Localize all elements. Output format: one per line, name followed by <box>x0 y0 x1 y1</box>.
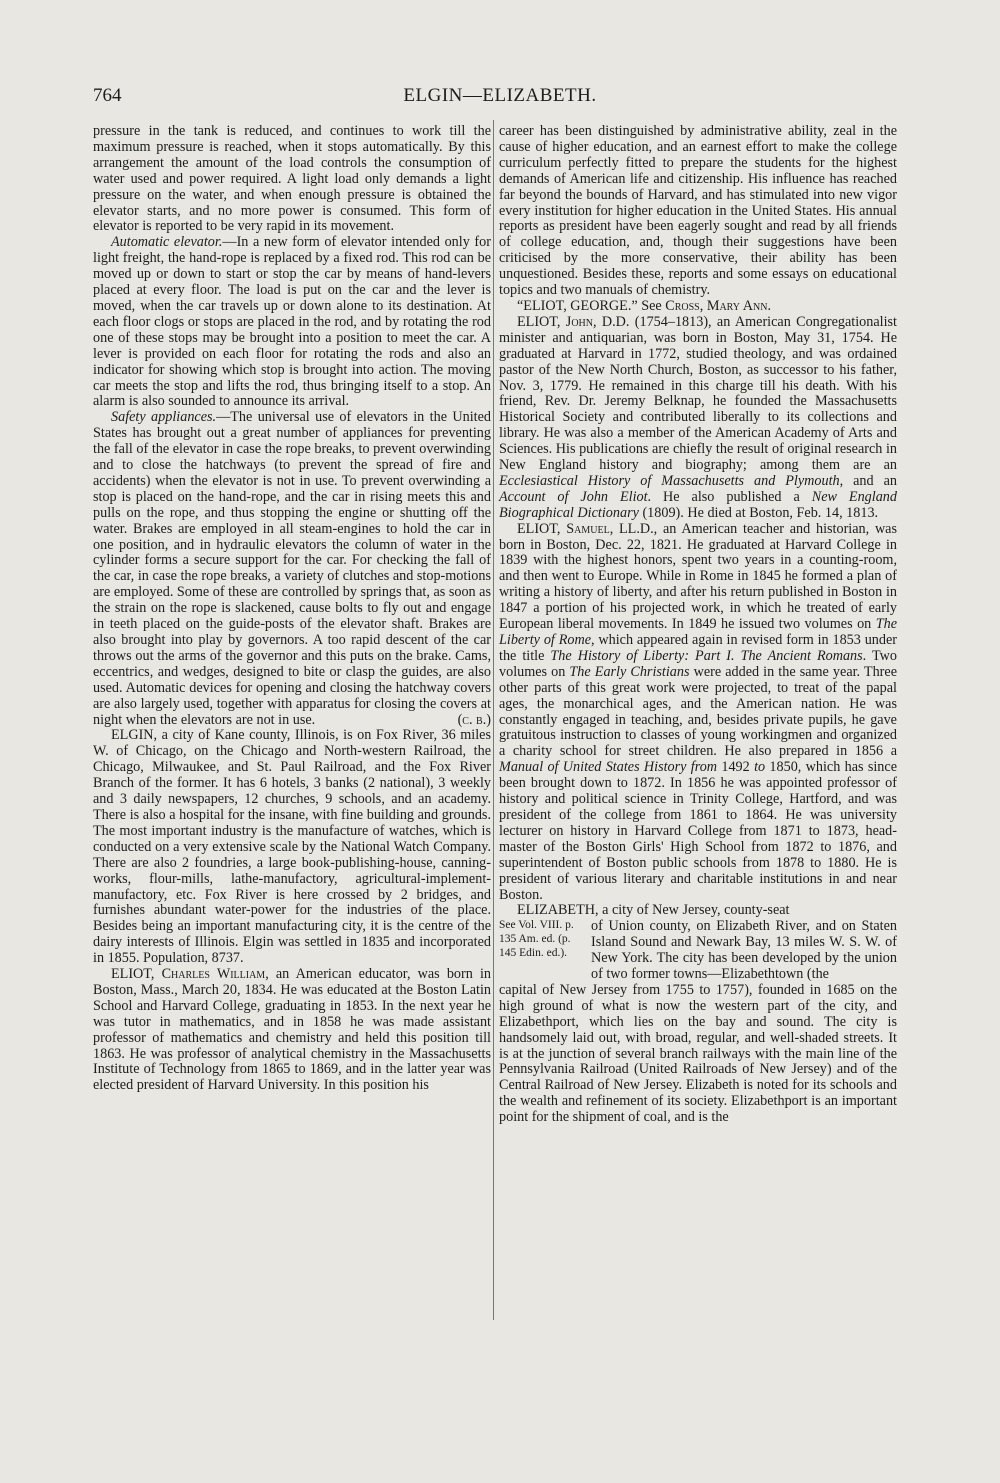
elizabeth-first-line: ELIZABETH, a city of New Jersey, county-seat <box>517 902 790 919</box>
column-rule <box>493 120 494 1320</box>
right-column <box>499 124 897 1126</box>
elizabeth-continued-text: capital of New Jersey from 1755 to 1757), founded in 1685 on the high ground of what is now the western part of the city, and Elizabethport, which lies on the bay and sound. The city is handsomely laid out, with broad, regular, and well-shaded streets. It is at the junction of several branch railways with the main line of the Pennsylvania Railroad (United Railroads of New Jersey) and of the Central Railroad of New Jersey. Elizabeth is noted for its schools and the wealth and refinement of its society. Elizabethport is an important point for the shipment of coal, and is the <box>499 981 897 1126</box>
paragraph-automatic-elevator: Automatic elevator.—In a new form of elevator intended only for light freight, the hand-rope is replaced by a fixed rod. This rod can be moved up or down to start or stop the car by means of hand-levers placed at every floor. The load is put on the car and the lever is moved, when the car travels up or down alone to its destination. At each floor clogs or stops are placed in the rod, and by rotating the rod one of these stops may be brought into a position to meet the car. A lever is provided on each floor for rotating the rods and also an indicator for showing which stop is brought into action. The moving car meets the stop and lifts the rod, thus bringing itself to a stop. An alarm is also sounded to announce its arrival. <box>93 234 491 410</box>
entry-elgin: ELGIN, a city of Kane county, Illinois, is on Fox River, 36 miles W. of Chicago, on the Chicago and North-western Railroad, the Chicago, Milwaukee, and St. Paul Railroad, and the Fox River Branch of the former. It has 6 hotels, 3 banks (2 national), 3 weekly and 3 daily newspapers, 12 churches, 9 schools, and an academy. There is also a hospital for the insane, with fine building and grounds. The most important industry is the manufacture of watches, which is conducted on a very extensive scale by the National Watch Company. There are also 2 foundries, a large book-publishing-house, canning-works, flour-mills, lathe-manufactory, agricultural-implement-manufactory, etc. Fox River is here crossed by 2 bridges, and furnishes abundant water-power for the industries of the place. Besides being an important manufacturing city, it is the centre of the dairy interests of Illinois. Elgin was settled in 1835 and incorporated in 1855. Population, 8737. <box>93 727 491 967</box>
section-heading: Automatic elevator. <box>111 234 223 251</box>
paragraph-eliot-continued: career has been distinguished by administrative ability, zeal in the cause of higher education, and an earnest effort to make the college curriculum perfectly fitted to prepare the students for the highest demands of American life and citizenship. His influence has reached far beyond the bounds of Harvard, and has stimulated into new vigor every institution for higher education in the United States. His annual reports as president have been eagerly sought and read by all friends of college education, and, though their suggestions have been criticised by the more conservative, their ability has been unquestioned. Besides these, reports and some essays on educational topics and two manuals of chemistry. <box>499 123 897 299</box>
section-heading: Safety appliances. <box>111 409 217 426</box>
paragraph-elevator-pressure: pressure in the tank is reduced, and continues to work till the maximum pressure is reached, when it stops automatically. By this arrangement the amount of the load controls the consumption of water used and power required. A light load only demands a light pressure on the water, and when enough pressure is obtained the elevator starts, and no more power is consumed. This form of elevator is reported to be very rapid in its movement. <box>93 123 491 235</box>
entry-eliot-samuel: ELIOT, Samuel, LL.D., an American teacher and historian, was born in Boston, Dec. 22, 1821. He graduated at Harvard College in 1839 with the highest honors, spent two years in a counting-room, and then went to Europe. While in Rome in 1845 he formed a plan of writing a history of liberty, and after his return published in Boston in 1847 a portion of his projected work, in which he treated of early European liberal movements. In 1849 he issued two volumes on The Liberty of Rome, which appeared again in revised form in 1853 under the title The History of Liberty: Part I. The Ancient Romans. Two volumes on The Early Christians were added in the same year. Three other parts of this great work were projected, to treat of the papal ages, the monarchical ages, and the American nation. He was constantly engaged in teaching, and, besides private pupils, he gave gratuitous instruction to classes of young workingmen and organized a charity school for street children. He also prepared in 1856 a Manual of United States History from 1492 to 1850, which has since been brought down to 1872. In 1856 he was appointed professor of history and political science in Trinity College, Hartford, and was president of the college from 1861 to 1864. He was university lecturer on history in Harvard College from 1871 to 1873, head-master of the Boston Girls' High School from 1872 to 1876, and superintendent of Boston public schools from 1878 to 1880. He is president of various literary and charitable institutions in and near Boston. <box>499 520 898 903</box>
elizabeth-indented-text: of Union county, on Elizabeth River, and on Staten Island Sound and Newark Bay, 13 miles W. S. W. of New York. The city has been developed by the union of two former towns—Elizabethtown (the <box>591 918 897 983</box>
running-title: ELGIN—ELIZABETH. <box>403 85 597 106</box>
author-signature: (c. b.) <box>457 711 491 728</box>
entry-eliot-charles-william: ELIOT, Charles William, an American educator, was born in Boston, Mass., March 20, 1834. He was educated at the Boston Latin School and Harvard College, graduating in 1853. In the next year he was tutor in mathematics, and in 1858 he was made assistant professor of mathematics and chemistry and held this position till 1863. He was professor of analytical chemistry in the Massachusetts Institute of Technology from 1865 to 1869, and in the latter year was elected president of Harvard University. In this position his <box>93 966 491 1094</box>
entry-elizabeth <box>499 903 897 1126</box>
page-number: 764 <box>93 85 122 106</box>
left-column <box>93 124 491 1094</box>
entry-eliot-george: “ELIOT, GEORGE.” See Cross, Mary Ann. <box>517 297 772 314</box>
page-header <box>0 85 1000 115</box>
entry-eliot-john: ELIOT, John, D.D. (1754–1813), an American Congregationalist minister and antiquarian, was born in Boston, May 31, 1754. He graduated at Harvard in 1772, studied theology, and was ordained pastor of the New North Church, Boston, as successor to his father, Nov. 3, 1779. He remained in this charge till his death. With his friend, Rev. Dr. Jeremy Belknap, he founded the Massachusetts Historical Society and contributed liberally to its collections and library. He was also a member of the American Academy of Arts and Sciences. His publications are chiefly the result of original research in New England history and biography; among them are an Ecclesiastical History of Massachusetts and Plymouth, and an Account of John Eliot. He also published a New England Biographical Dictionary (1809). He died at Boston, Feb. 14, 1813. <box>499 313 897 521</box>
margin-note: See Vol. VIII. p. 135 Am. ed. (p. 145 Edin. ed.). <box>499 919 574 960</box>
paragraph-safety-appliances: Safety appliances.—The universal use of elevators in the United States has brought out a great number of appliances for preventing the fall of the elevator in case the rope breaks, to prevent overwinding and to close the hatchways (to prevent the spread of fire and accidents) when the elevator is not in use. To prevent overwinding a stop is placed on the hand-rope, and the car in rising meets this and pulls on the rope, and thus stopping the engine or shutting off the water. Brakes are employed in all steam-engines to hold the car in one position, and in hydraulic elevators the column of water in the cylinder forms a secure support for the car. For checking the fall of the car, in case the rope breaks, a variety of clutches and stop-motions are employed. Some of these are controlled by springs that, as soon as the strain on the rope is slackened, cause bolts to fly out and engage in teeth placed on the guide-posts of the elevator shaft. Brakes are also brought into play by governors. A too rapid descent of the car throws out the arms of the governor and this puts on the brake. Cams, eccentrics, and wedges, designed to bite or clasp the guides, are also used. Automatic devices for opening and closing the hatchway covers are also largely used, together with apparatus for closing the covers at night when the elevators are not in use. (c. b.) <box>93 409 491 728</box>
